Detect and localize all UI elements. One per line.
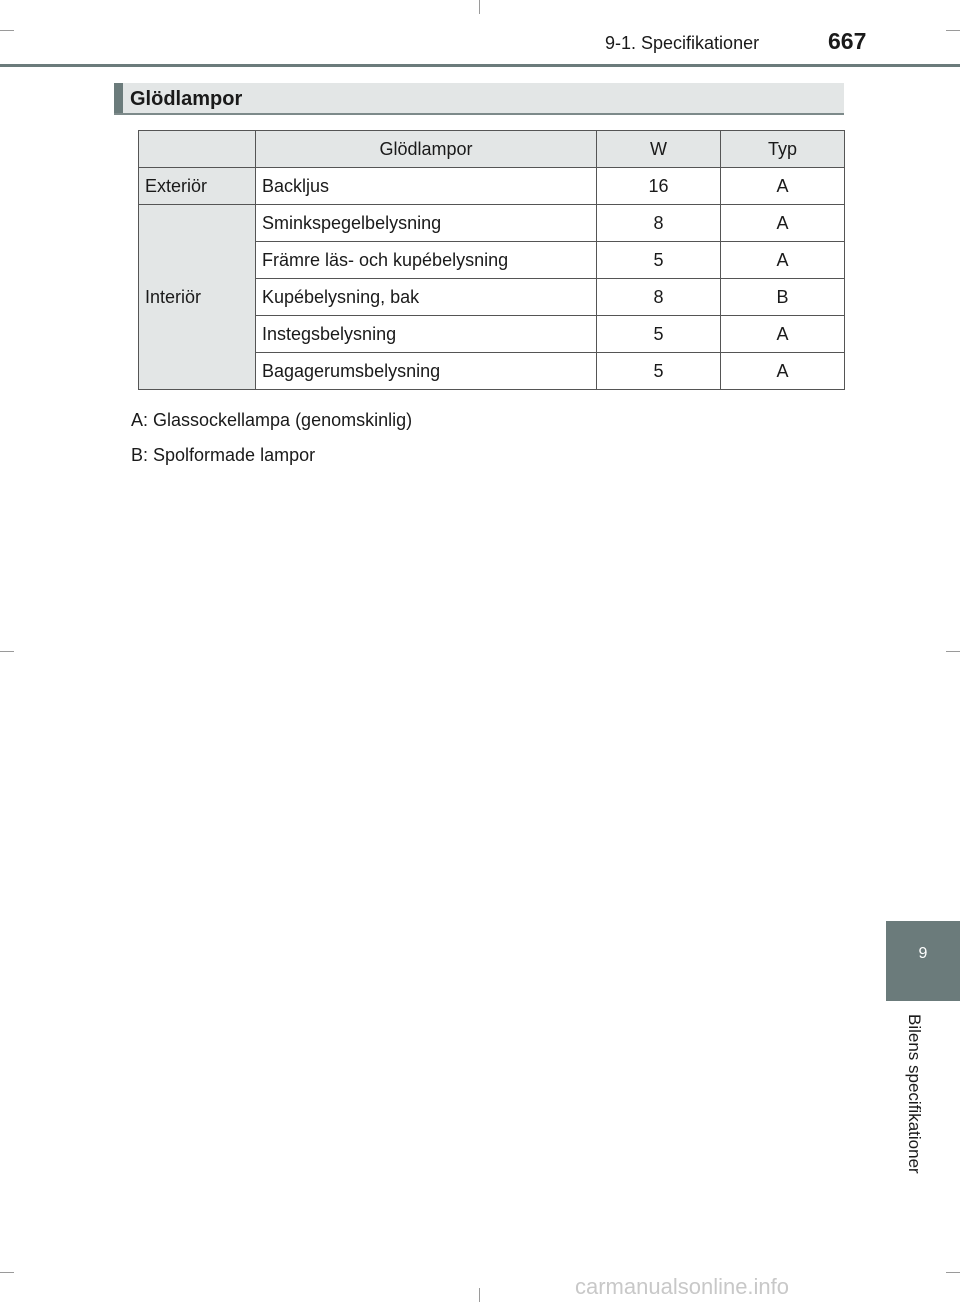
page-number: 667 xyxy=(828,28,867,54)
bulb-type: A xyxy=(721,205,845,242)
bulb-type: B xyxy=(721,279,845,316)
bulb-watt: 5 xyxy=(597,316,721,353)
row-group-exterior: Exteriör xyxy=(139,168,256,205)
watermark-text: carmanualsonline.info xyxy=(575,1274,790,1299)
section-heading-title: Glödlampor xyxy=(130,88,243,110)
running-header-title: 9-1. Specifikationer xyxy=(605,33,760,53)
crop-mark xyxy=(479,1288,480,1302)
section-heading xyxy=(114,83,844,115)
crop-mark xyxy=(0,30,14,31)
bulb-type: A xyxy=(721,353,845,390)
bulb-name: Instegsbelysning xyxy=(256,316,597,353)
bulb-type: A xyxy=(721,316,845,353)
crop-mark xyxy=(946,30,960,31)
footnote-a: A: Glassockellampa (genomskinlig) xyxy=(131,410,413,430)
column-header-type: Typ xyxy=(721,131,845,168)
bulb-type: A xyxy=(721,168,845,205)
bulb-watt: 8 xyxy=(597,205,721,242)
bulb-watt: 8 xyxy=(597,279,721,316)
table-row xyxy=(139,168,845,205)
bulb-name: Främre läs- och kupébelysning xyxy=(256,242,597,279)
footnote-b: B: Spolformade lampor xyxy=(131,445,316,465)
column-header-watt: W xyxy=(597,131,721,168)
chapter-label: Bilens specifikationer xyxy=(905,1014,924,1174)
bulb-name: Bagagerumsbelysning xyxy=(256,353,597,390)
bulb-watt: 5 xyxy=(597,242,721,279)
chapter-number: 9 xyxy=(918,945,928,962)
section-heading-bar xyxy=(114,83,123,113)
table-row xyxy=(139,205,845,242)
crop-mark xyxy=(0,1272,14,1273)
column-header-group xyxy=(139,131,256,168)
crop-mark xyxy=(946,651,960,652)
bulb-watt: 16 xyxy=(597,168,721,205)
bulb-table xyxy=(138,130,845,390)
bulb-type: A xyxy=(721,242,845,279)
bulb-name: Backljus xyxy=(256,168,597,205)
crop-mark xyxy=(479,0,480,14)
chapter-tab xyxy=(886,921,960,1001)
crop-mark xyxy=(0,651,14,652)
column-header-bulb: Glödlampor xyxy=(256,131,597,168)
bulb-name: Kupébelysning, bak xyxy=(256,279,597,316)
bulb-watt: 5 xyxy=(597,353,721,390)
bulb-name: Sminkspegelbelysning xyxy=(256,205,597,242)
table-header-row xyxy=(139,131,845,168)
crop-mark xyxy=(946,1272,960,1273)
row-group-interior: Interiör xyxy=(139,205,256,390)
header-rule xyxy=(0,64,960,67)
